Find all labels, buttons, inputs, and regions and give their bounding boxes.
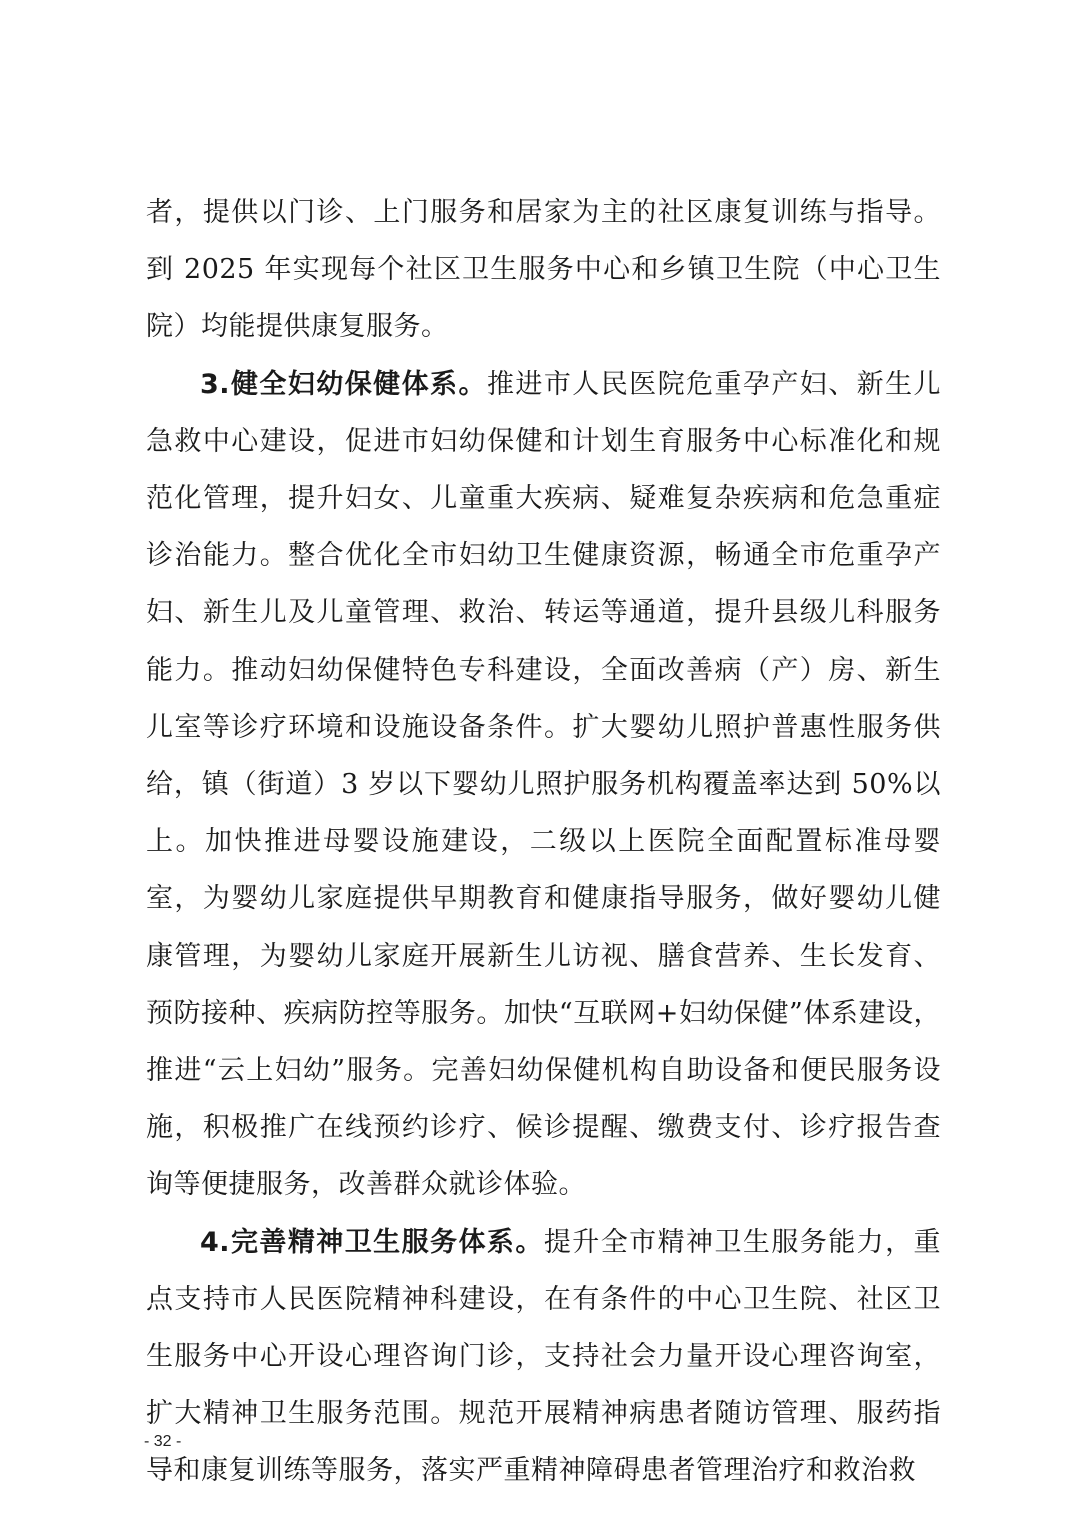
paragraph-maternal-child-health <box>146 356 941 1214</box>
paragraph-text: 者，提供以门诊、上门服务和居家为主的社区康复训练与指导。到 2025 年实现每个社区卫生服务中心和乡镇卫生院（中心卫生院）均能提供康复服务。 <box>146 197 941 343</box>
paragraph-text: 提升全市精神卫生服务能力，重点支持市人民医院精神科建设，在有条件的中心卫生院、社区卫生服务中心开设心理咨询门诊，支持社会力量开设心理咨询室，扩大精神卫生服务范围。规范开展精神病患者随访管理、服药指导和康复训练等服务，落实严重精神障碍患者管理治疗和救治救 <box>146 1226 942 1487</box>
paragraph-continuation <box>146 184 941 356</box>
section-heading: 3.健全妇幼保健体系。 <box>200 368 487 400</box>
page-number: - 32 - <box>144 1433 182 1450</box>
paragraph-mental-health <box>146 1214 941 1500</box>
paragraph-text: 推进市人民医院危重孕产妇、新生儿急救中心建设，促进市妇幼保健和计划生育服务中心标准化和规范化管理，提升妇女、儿童重大疾病、疑难复杂疾病和危急重症诊治能力。整合优化全市妇幼卫生健康资源，畅通全市危重孕产妇、新生儿及儿童管理、救治、转运等通道，提升县级儿科服务能力。推动妇幼保健特色专科建设，全面改善病（产）房、新生儿室等诊疗环境和设施设备条件。扩大婴幼儿照护普惠性服务供给，镇（街道）3 岁以下婴幼儿照护服务机构覆盖率达到 50%以上。加快推进母婴设施建设，二级以上医院全面配置标准母婴室，为婴幼儿家庭提供早期教育和健康指导服务，做好婴幼儿健康管理，为婴幼儿家庭开展新生儿访视、膳食营养、生长发育、预防接种、疾病防控等服务。加快“互联网+妇幼保健”体系建设，推进“云上妇幼”服务。完善妇幼保健机构自助设备和便民服务设施，积极推广在线预约诊疗、候诊提醒、缴费支付、诊疗报告查询等便捷服务，改善群众就诊体验。 <box>146 368 942 1201</box>
document-body <box>146 184 941 1500</box>
section-heading: 4.完善精神卫生服务体系。 <box>200 1226 544 1258</box>
